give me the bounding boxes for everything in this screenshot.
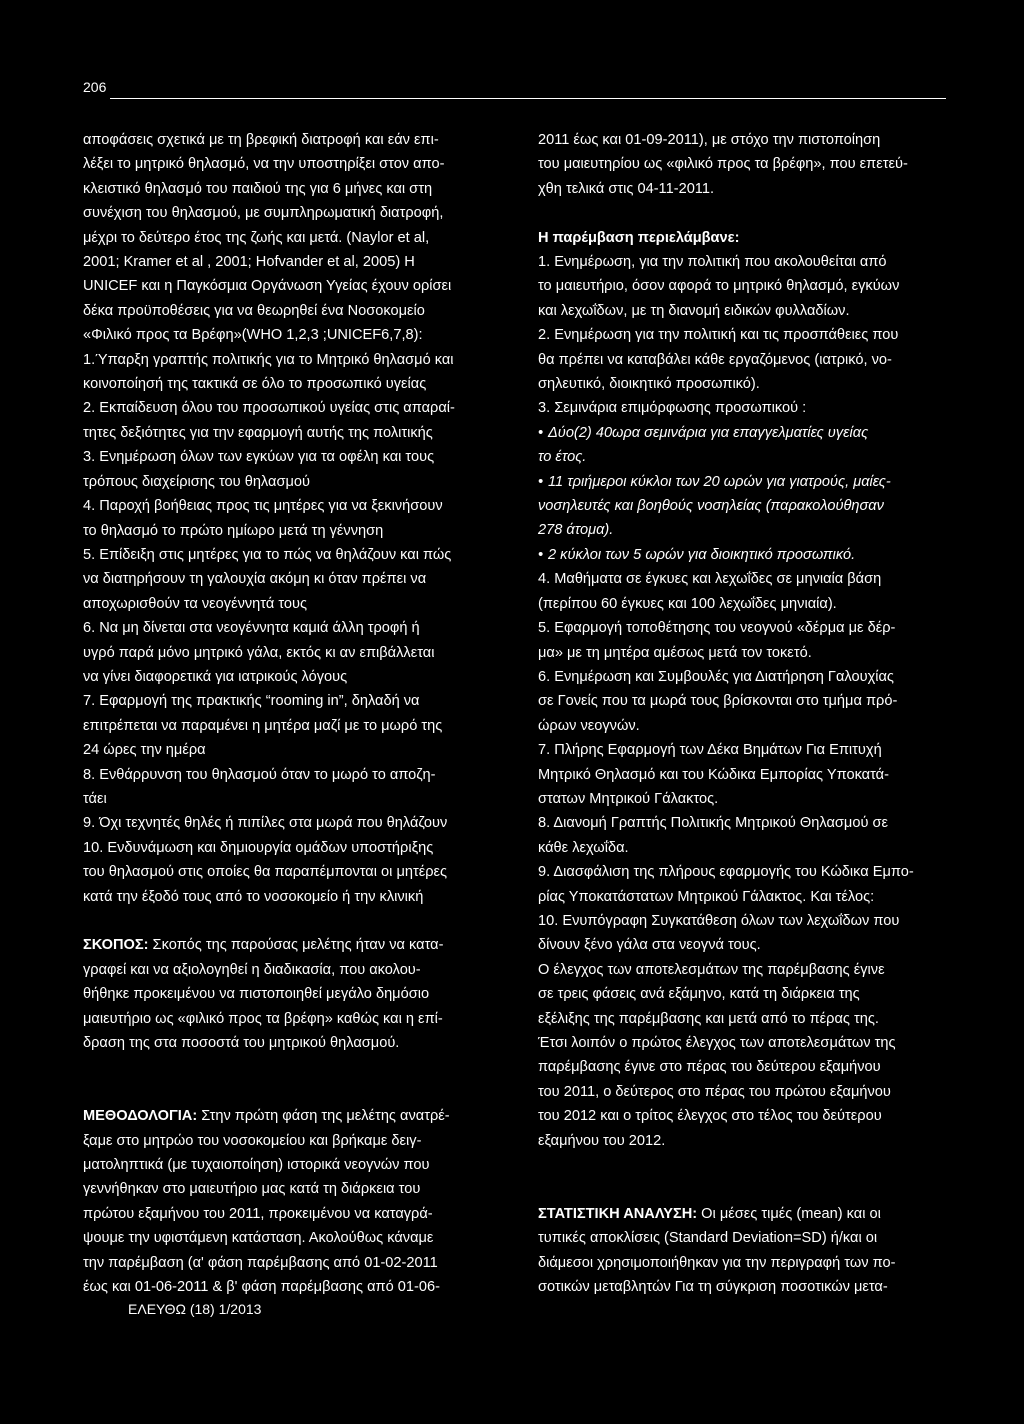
intervention-item-line: (περίπου 60 έγκυες και 100 λεχωΐδες μηνιαία). xyxy=(538,595,837,612)
stats-text: Οι μέσες τιμές (mean) και οι xyxy=(697,1205,881,1222)
intervention-item-line: κάθε λεχωΐδα. xyxy=(538,839,629,856)
aim-text: θήθηκε προκειμένου να πιστοποιηθεί μεγάλο δημόσιο xyxy=(83,986,430,1003)
left-column xyxy=(83,128,505,1299)
stats-line xyxy=(538,1251,948,1275)
paragraph-gap xyxy=(538,201,948,225)
intervention-item-line: δίνουν ξένο γάλα στα νεογνά τους. xyxy=(538,937,761,954)
intervention-item-line: μα» με τη μητέρα αμέσως μετά τον τοκετό. xyxy=(538,644,812,661)
step-line: 6. Να μη δίνεται στα νεογέννητα καμιά άλλη τροφή ή xyxy=(83,620,420,637)
evaluation-line: παρέμβασης έγινε στο πέρας του δεύτερου εξαμήνου xyxy=(538,1059,881,1076)
method-line xyxy=(83,1177,505,1201)
stats-line xyxy=(538,1202,948,1226)
evaluation-line: του 2012 και ο τρίτος έλεγχος στο τέλος του δεύτερου xyxy=(538,1108,882,1125)
method-text: έως και 01-06-2011 & β' φάση παρέμβασης από 01-06- xyxy=(83,1279,440,1296)
intervention-item-line: 2. Ενημέρωση για την πολιτική και τις προσπάθειες που xyxy=(538,327,899,344)
step-line: τρόπους διαχείρισης του θηλασμού xyxy=(83,473,310,490)
step-line: κατά την έξοδό τους από το νοσοκομείο ή την κλινική xyxy=(83,888,424,905)
evaluation-line: εξαμήνου του 2012. xyxy=(538,1132,666,1149)
step-line: 3. Ενημέρωση όλων των εγκύων για τα οφέλη και τους xyxy=(83,449,435,466)
intervention-item-line: 7. Πλήρης Εφαρμογή των Δέκα Βημάτων Για Επιτυχή xyxy=(538,742,882,759)
intervention-heading: Η παρέμβαση περιελάμβανε: xyxy=(538,229,740,246)
intervention-item-line: θα πρέπει να καταβάλει κάθε εργαζόμενος (ιατρικό, νο- xyxy=(538,351,892,368)
intervention-item-line: σηλευτικό, διοικητικό προσωπικό). xyxy=(538,376,760,393)
method-text: γεννήθηκαν στο μαιευτήριο μας κατά τη διάρκεια του xyxy=(83,1181,421,1198)
step-line: 5. Επίδειξη στις μητέρες για το πώς να θηλάζουν και πώς xyxy=(83,546,452,563)
aim-heading: ΣΚΟΠΟΣ: xyxy=(83,937,149,954)
seminar-item-line: 278 άτομα). xyxy=(538,522,614,539)
intro-line: χθη τελικά στις 04-11-2011. xyxy=(538,180,715,197)
header-rule xyxy=(110,98,946,99)
aim-line xyxy=(83,1007,505,1031)
evaluation-line: εξέλιξης της παρέμβασης και μετά από το πέρας της. xyxy=(538,1010,879,1027)
aim-line xyxy=(83,958,505,982)
step-line: να γίνει διαφορετικά για ιατρικούς λόγους xyxy=(83,668,348,685)
intervention-item-line: ρίας Υποκατάστατων Μητρικού Γάλακτος. Και τέλος: xyxy=(538,888,875,905)
intervention-item-line: 6. Ενημέρωση και Συμβουλές για Διατήρηση Γαλουχίας xyxy=(538,668,894,685)
seminar-item-line: το έτος. xyxy=(538,449,587,466)
stats-heading: ΣΤΑΤΙΣΤΙΚΗ ΑΝΑΛΥΣΗ: xyxy=(538,1205,698,1222)
stats-line xyxy=(538,1226,948,1250)
step-line: το θηλασμό το πρώτο ημίωρο μετά τη γέννηση xyxy=(83,522,384,539)
step-line: 2. Εκπαίδευση όλου του προσωπικού υγείας στις απαραί- xyxy=(83,400,455,417)
method-line xyxy=(83,1202,505,1226)
step-line: 24 ώρες την ημέρα xyxy=(83,742,206,759)
stats-text: τυπικές αποκλίσεις (Standard Deviation=SD) ή/και οι xyxy=(538,1230,878,1247)
evaluation-line: σε τρεις φάσεις ανά εξάμηνο, κατά τη διάρκεια της xyxy=(538,986,860,1003)
step-line: 9. Όχι τεχνητές θηλές ή πιπίλες στα μωρά που θηλάζουν xyxy=(83,815,448,832)
seminar-item-line: • 11 τριήμεροι κύκλοι των 20 ωρών για γιατρούς, μαίες- xyxy=(538,470,948,494)
step-line: 8. Ενθάρρυνση του θηλασμού όταν το μωρό το αποζη- xyxy=(83,766,436,783)
method-text: την παρέμβαση (α' φάση παρέμβασης από 01-02-2011 xyxy=(83,1254,438,1271)
aim-text: δραση της στα ποσοστά του μητρικού θηλασμού. xyxy=(83,1035,400,1052)
intro-line: του μαιευτηρίου ως «φιλικό προς τα βρέφη», που επετεύ- xyxy=(538,156,908,173)
page-number: 206 xyxy=(83,79,107,95)
step-line: 7. Εφαρμογή της πρακτικής “rooming in”, δηλαδή να xyxy=(83,693,420,710)
step-line: 10. Ενδυνάμωση και δημιουργία ομάδων υποστήριξης xyxy=(83,839,434,856)
intervention-item-line: σε Γονείς που τα μωρά τους βρίσκονται στο τμήμα πρό- xyxy=(538,693,898,710)
method-line xyxy=(83,1226,505,1250)
aim-text: Σκοπός της παρούσας μελέτης ήταν να κατα- xyxy=(148,937,444,954)
step-line: κοινοποίησή της τακτικά σε όλο το προσωπικό υγείας xyxy=(83,376,427,393)
intro-line: λέξει το μητρικό θηλασμό, να την υποστηρίξει στον απο- xyxy=(83,156,445,173)
step-line: 4. Παροχή βοήθειας προς τις μητέρες για να ξεκινήσουν xyxy=(83,498,443,515)
intro-line: δέκα προϋποθέσεις για να θεωρηθεί ένα Νοσοκομείο xyxy=(83,302,425,319)
method-text: ματοληπτικά (με τυχαιοποίηση) ιστορικά νεογνών που xyxy=(83,1157,430,1174)
method-line xyxy=(83,1275,505,1299)
method-text: ψουμε την υφιστάμενη κατάσταση. Ακολούθως κάναμε xyxy=(83,1230,434,1247)
aim-line xyxy=(83,933,505,957)
intro-line: κλειστικό θηλασμό του παιδιού της για 6 μήνες και στη xyxy=(83,180,433,197)
step-line: υγρό παρά μόνο μητρικό γάλα, εκτός κι αν επιβάλλεται xyxy=(83,644,435,661)
stats-text: διάμεσοι χρησιμοποιήθηκαν για την περιγραφή των πο- xyxy=(538,1254,896,1271)
step-line: του θηλασμού στις οποίες θα παραπέμπονται οι μητέρες xyxy=(83,864,448,881)
aim-text: μαιευτήριο ως «φιλικό προς τα βρέφη» καθώς και η επί- xyxy=(83,1010,443,1027)
intro-line: UNICEF και η Παγκόσμια Οργάνωση Υγείας έχουν ορίσει xyxy=(83,278,452,295)
intervention-item-line: Μητρικό Θηλασμό και του Κώδικα Εμπορίας Υποκατά- xyxy=(538,766,889,783)
intervention-item-line: 1. Ενημέρωση, για την πολιτική που ακολουθείται από xyxy=(538,254,887,271)
evaluation-line: Έτσι λοιπόν ο πρώτος έλεγχος των αποτελεσμάτων της xyxy=(538,1035,896,1052)
method-line xyxy=(83,1104,505,1128)
intervention-item-line: ώρων νεογνών. xyxy=(538,717,640,734)
stats-line xyxy=(538,1275,948,1299)
seminar-item-line: • 2 κύκλοι των 5 ωρών για διοικητικό προσωπικό. xyxy=(538,543,948,567)
aim-line xyxy=(83,982,505,1006)
intervention-item-line: 9. Διασφάλιση της πλήρους εφαρμογής του Κώδικα Εμπο- xyxy=(538,864,914,881)
evaluation-line: του 2011, ο δεύτερος στο πέρας του πρώτου εξαμήνου xyxy=(538,1083,891,1100)
seminar-item-line: νοσηλευτές και βοηθούς νοσηλείας (παρακολούθησαν xyxy=(538,498,884,515)
intervention-item-line: 5. Εφαρμογή τοποθέτησης του νεογνού «δέρμα με δέρ- xyxy=(538,620,896,637)
step-line: να διατηρήσουν τη γαλουχία ακόμη κι όταν πρέπει να xyxy=(83,571,427,588)
intervention-item-line: στατων Μητρικού Γάλακτος. xyxy=(538,790,719,807)
paragraph-gap xyxy=(538,1153,948,1177)
intro-line: μέχρι το δεύτερο έτος της ζωής και μετά. (Naylor et al, xyxy=(83,229,430,246)
method-text: ξαμε στο μητρώο του νοσοκομείου και βρήκαμε δειγ- xyxy=(83,1132,422,1149)
intervention-item-line: 3. Σεμινάρια επιμόρφωσης προσωπικού : xyxy=(538,400,807,417)
right-column xyxy=(538,128,948,1299)
step-line: τάει xyxy=(83,790,107,807)
method-line xyxy=(83,1153,505,1177)
step-line: επιτρέπεται να παραμένει η μητέρα μαζί με το μωρό της xyxy=(83,717,443,734)
intro-line: συνέχιση του θηλασμού, με συμπληρωματική διατροφή, xyxy=(83,205,444,222)
intro-line: «Φιλικό προς τα Βρέφη»(WHO 1,2,3 ;UNICEF6,7,8): xyxy=(83,327,423,344)
paragraph-gap xyxy=(538,1177,948,1201)
step-line: τητες δεξιότητες για την εφαρμογή αυτής της πολιτικής xyxy=(83,424,433,441)
method-line xyxy=(83,1251,505,1275)
evaluation-line: Ο έλεγχος των αποτελεσμάτων της παρέμβασης έγινε xyxy=(538,961,885,978)
aim-text: γραφεί και να αξιολογηθεί η διαδικασία, που ακολου- xyxy=(83,961,421,978)
intervention-item-line: το μαιευτήριο, όσον αφορά το μητρικό θηλασμό, εγκύων xyxy=(538,278,900,295)
paragraph-gap xyxy=(83,1080,505,1104)
intro-line: αποφάσεις σχετικά με τη βρεφική διατροφή και εάν επι- xyxy=(83,132,439,148)
intervention-item-line: 8. Διανομή Γραπτής Πολιτικής Μητρικού Θηλασμού σε xyxy=(538,815,888,832)
method-text: πρώτου εξαμήνου του 2011, προκειμένου να καταγρά- xyxy=(83,1205,433,1222)
aim-line xyxy=(83,1031,505,1055)
intervention-item-line: 10. Ενυπόγραφη Συγκατάθεση όλων των λεχωΐδων που xyxy=(538,912,900,929)
step-line: αποχωρισθούν τα νεογέννητά τους xyxy=(83,595,308,612)
step-line: 1.Ύπαρξη γραπτής πολιτικής για το Μητρικό θηλασμό και xyxy=(83,351,454,368)
intro-line: 2011 έως και 01-09-2011), με στόχο την πιστοποίηση xyxy=(538,132,881,148)
journal-footer: ΕΛΕΥΘΩ (18) 1/2013 xyxy=(128,1301,262,1317)
intro-line: 2001; Kramer et al , 2001; Hofvander et al, 2005) Η xyxy=(83,254,415,271)
method-line xyxy=(83,1129,505,1153)
method-heading: ΜΕΘΟΔΟΛΟΓΙΑ: xyxy=(83,1108,198,1125)
method-text: Στην πρώτη φάση της μελέτης ανατρέ- xyxy=(197,1108,450,1125)
paragraph-gap xyxy=(83,1055,505,1079)
stats-text: σοτικών μεταβλητών Για τη σύγκριση ποσοτικών μετα- xyxy=(538,1279,888,1296)
intervention-item-line: 4. Μαθήματα σε έγκυες και λεχωΐδες σε μηνιαία βάση xyxy=(538,571,882,588)
intervention-item-line: και λεχωΐδων, με τη διανομή ειδικών φυλλαδίων. xyxy=(538,302,850,319)
seminar-item-line: • Δύο(2) 40ωρα σεμινάρια για επαγγελματίες υγείας xyxy=(538,421,948,445)
paragraph-gap xyxy=(83,909,505,933)
